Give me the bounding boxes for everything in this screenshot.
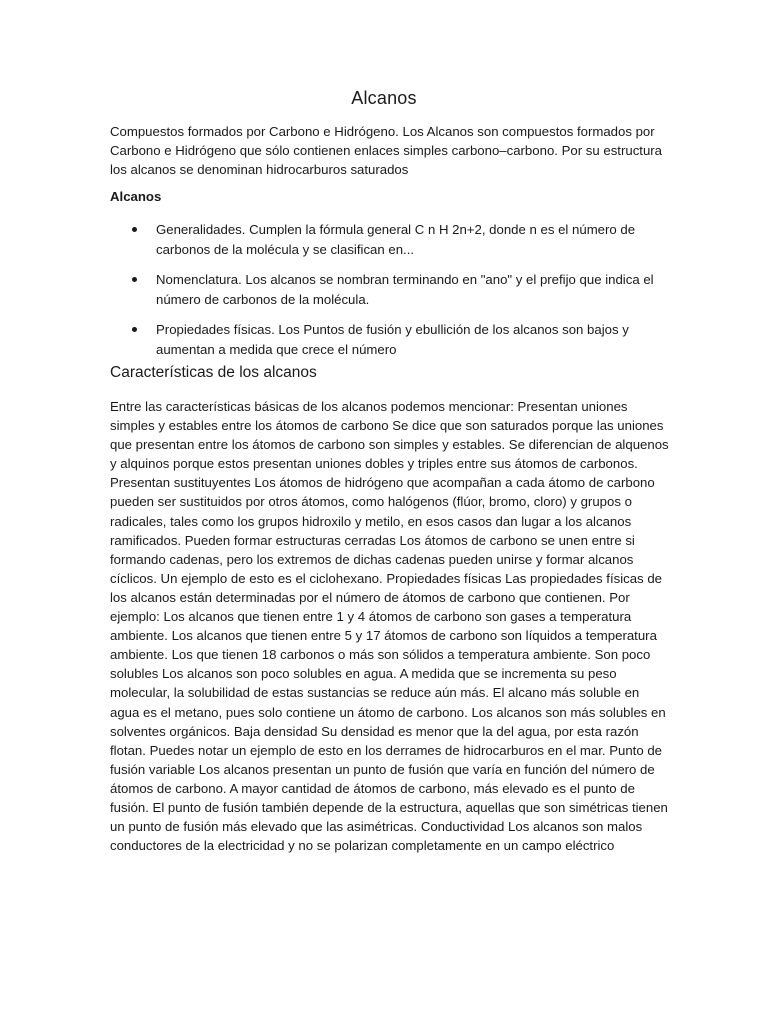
- bullet-icon: [132, 327, 137, 332]
- list-item: [110, 320, 670, 360]
- subheading-alcanos: Alcanos: [110, 189, 162, 204]
- intro-paragraph: Compuestos formados por Carbono e Hidrógeno. Los Alcanos son compuestos formados por Carbono e Hidrógeno que sólo contienen enlaces simples carbono–carbono. Por su estructura los alcanos se denominan hidrocarburos saturados: [110, 124, 663, 178]
- page-title: Alcanos: [351, 88, 417, 108]
- section-heading: Características de los alcanos: [110, 364, 317, 381]
- list-item-text: Propiedades físicas. Los Puntos de fusión y ebullición de los alcanos son bajos y aumentan a medida que crece el número: [156, 322, 629, 357]
- bullet-icon: [132, 277, 137, 282]
- list-item: [110, 270, 670, 310]
- body-paragraph: Entre las características básicas de los alcanos podemos mencionar: Presentan uniones simples y estables entre los átomos de carbono Se dice que son saturados porque las uniones que presentan entre los átomos de carbono son simples y estables. Se diferencian de alquenos y alquinos porque estos presentan uniones dobles y triples entre sus átomos de carbonos. Presentan sustituyentes Los átomos de hidrógeno que acompañan a cada átomo de carbono pueden ser sustituidos por otros átomos, como halógenos (flúor, bromo, cloro) y grupos o radicales, tales como los grupos hidroxilo y metilo, en esos casos dan lugar a los alcanos ramificados. Pueden formar estructuras cerradas Los átomos de carbono se unen entre si formando cadenas, pero los extremos de dichas cadenas pueden unirse y formar alcanos cíclicos. Un ejemplo de esto es el ciclohexano. Propiedades físicas Las propiedades físicas de los alcanos están determinadas por el número de átomos de carbono que contienen. Por ejemplo: Los alcanos que tienen entre 1 y 4 átomos de carbono son gases a temperatura ambiente. Los alcanos que tienen entre 5 y 17 átomos de carbono son líquidos a temperatura ambiente. Los que tienen 18 carbonos o más son sólidos a temperatura ambiente. Son poco solubles Los alcanos son poco solubles en agua. A medida que se incrementa su peso molecular, la solubilidad de estas sustancias se reduce aún más. El alcano más soluble en agua es el metano, pues solo contiene un átomo de carbono. Los alcanos son más solubles en solventes orgánicos. Baja densidad Su densidad es menor que la del agua, por esta razón flotan. Puedes notar un ejemplo de esto en los derrames de hidrocarburos en el mar. Punto de fusión variable Los alcanos presentan un punto de fusión que varía en función del número de átomos de carbono. A mayor cantidad de átomos de carbono, más elevado es el punto de fusión. El punto de fusión también depende de la estructura, aquellas que son simétricas tienen un punto de fusión más elevado que las asimétricas. Conductividad Los alcanos son malos conductores de la electricidad y no se polarizan completamente en un campo eléctrico: [110, 399, 669, 854]
- bullet-icon: [132, 227, 137, 232]
- list-item: [110, 220, 670, 260]
- list-item-text: Generalidades. Cumplen la fórmula general C n H 2n+2, donde n es el número de carbonos de la molécula y se clasifican en...: [156, 222, 636, 257]
- bullet-list: [110, 220, 670, 370]
- list-item-text: Nomenclatura. Los alcanos se nombran terminando en "ano" y el prefijo que indica el número de carbonos de la molécula.: [156, 272, 654, 307]
